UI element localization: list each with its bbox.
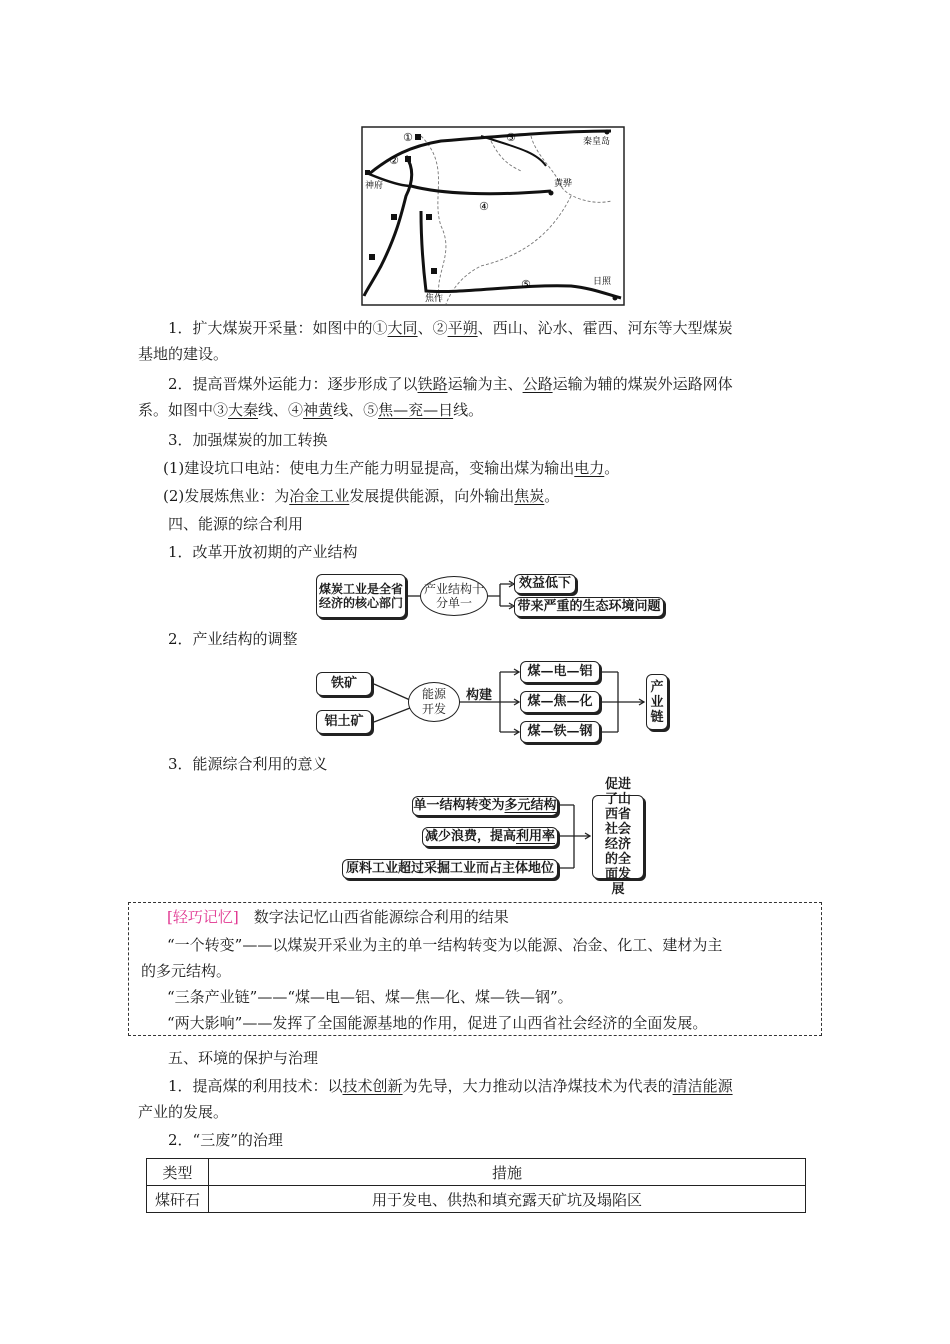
diagram2-bauxite-box: 铝土矿 (316, 710, 372, 734)
diagram3-reduce-waste-box: 减少浪费，提高 利用率 (422, 827, 558, 847)
paragraph-clean-tech: 1．提高煤的利用技术：以技术创新为先导，大力推动以洁净煤技术为代表的清洁能源 (168, 1077, 733, 1095)
table-row (147, 1186, 806, 1213)
map-label-huanghua: 黄骅 (554, 179, 573, 189)
map-label-1: ① (403, 131, 413, 144)
diagram2-iron-ore-box: 铁矿 (316, 672, 372, 696)
memory-tip-line-1-cont: 的多元结构。 (141, 962, 232, 980)
memory-tip-box (128, 902, 822, 1036)
map-label-5: ⑤ (521, 278, 531, 291)
diagram3-result-box: 促进了山西省社会经济的全面发展 (592, 795, 644, 879)
subheading-three-wastes: 2．“三废”的治理 (168, 1131, 283, 1149)
paragraph-coal-mining: 1．扩大煤炭开采量：如图中的①大同、②平朔、西山、沁水、霍西、河东等大型煤炭 (168, 319, 733, 337)
diagram3-raw-material-box: 原料工业超过采掘工业而占主体地位 (342, 859, 558, 879)
diagram2-chain-coal-coke-chem: 煤—焦—化 (520, 691, 600, 713)
memory-tip-line-2: “三条产业链”——“煤—电—铝、煤—焦—化、煤—铁—钢”。 (167, 988, 573, 1006)
diagram1-coal-industry-box: 煤炭工业是全省经济的核心部门 (316, 574, 406, 618)
paragraph-clean-tech-cont: 产业的发展。 (138, 1103, 229, 1121)
diagram2-build-label: 构建 (466, 688, 493, 703)
table-cell-type: 煤矸石 (147, 1186, 209, 1213)
map-label-jiaozuo: 焦作 (425, 294, 444, 304)
diagram2-chain-coal-power-aluminum: 煤—电—铝 (520, 661, 600, 683)
diagram1-low-benefit-box: 效益低下 (514, 574, 576, 594)
table-cell-measure: 用于发电、供热和填充露天矿坑及塌陷区 (209, 1186, 806, 1213)
subheading-significance: 3．能源综合利用的意义 (168, 755, 328, 773)
section-heading-energy-use: 四、能源的综合利用 (168, 515, 304, 533)
map-label-qinhuangdao: 秦皇岛 (583, 137, 611, 147)
diagram3-structure-change-box: 单一结构转变为 多元结构 (412, 796, 558, 816)
map-label-2: ② (389, 154, 399, 167)
map-label-shenfu: 神府 (365, 181, 384, 191)
diagram1-eco-problem-box: 带来严重的生态环境问题 (514, 597, 664, 617)
paragraph-coal-mining-cont: 基地的建设。 (138, 345, 229, 363)
map-label-4: ④ (479, 200, 489, 213)
map-label-3: ③ (506, 131, 516, 144)
diagram2-chain-coal-iron-steel: 煤—铁—钢 (520, 721, 600, 743)
map-label-rizhao: 日照 (593, 277, 612, 287)
memory-tip-line-3: “两大影响”——发挥了全国能源基地的作用，促进了山西省社会经济的全面发展。 (167, 1014, 708, 1032)
three-wastes-table (146, 1158, 806, 1213)
table-header-row (147, 1159, 806, 1186)
diagram1-single-structure-ellipse: 产业结构十分单一 (420, 576, 488, 616)
subheading-early-structure: 1．改革开放初期的产业结构 (168, 543, 358, 561)
memory-tip-title: [轻巧记忆] 数字法记忆山西省能源综合利用的结果 (167, 908, 509, 926)
paragraph-transport-cont: 系。如图中③大秦线、④神黄线、⑤焦—兖—日线。 (138, 401, 484, 419)
memory-tip-line-1: “一个转变”——以煤炭开采业为主的单一结构转变为以能源、冶金、化工、建材为主 (167, 936, 723, 954)
table-header-measure: 措施 (209, 1159, 806, 1186)
paragraph-processing: 3．加强煤炭的加工转换 (168, 431, 328, 449)
diagram2-industrial-chain-box: 产业链 (646, 674, 668, 730)
section-heading-environment: 五、环境的保护与治理 (168, 1049, 319, 1067)
subheading-adjustment: 2．产业结构的调整 (168, 630, 298, 648)
paragraph-coking: (2)发展炼焦业：为冶金工业发展提供能源，向外输出焦炭。 (163, 487, 560, 505)
table-header-type: 类型 (147, 1159, 209, 1186)
paragraph-power-station: (1)建设坑口电站：使电力生产能力明显提高，变输出煤为输出电力。 (163, 459, 620, 477)
diagram2-energy-dev-ellipse: 能源开发 (408, 682, 460, 722)
paragraph-transport: 2．提高晋煤外运能力：逐步形成了以铁路运输为主、公路运输为辅的煤炭外运路网体 (168, 375, 733, 393)
